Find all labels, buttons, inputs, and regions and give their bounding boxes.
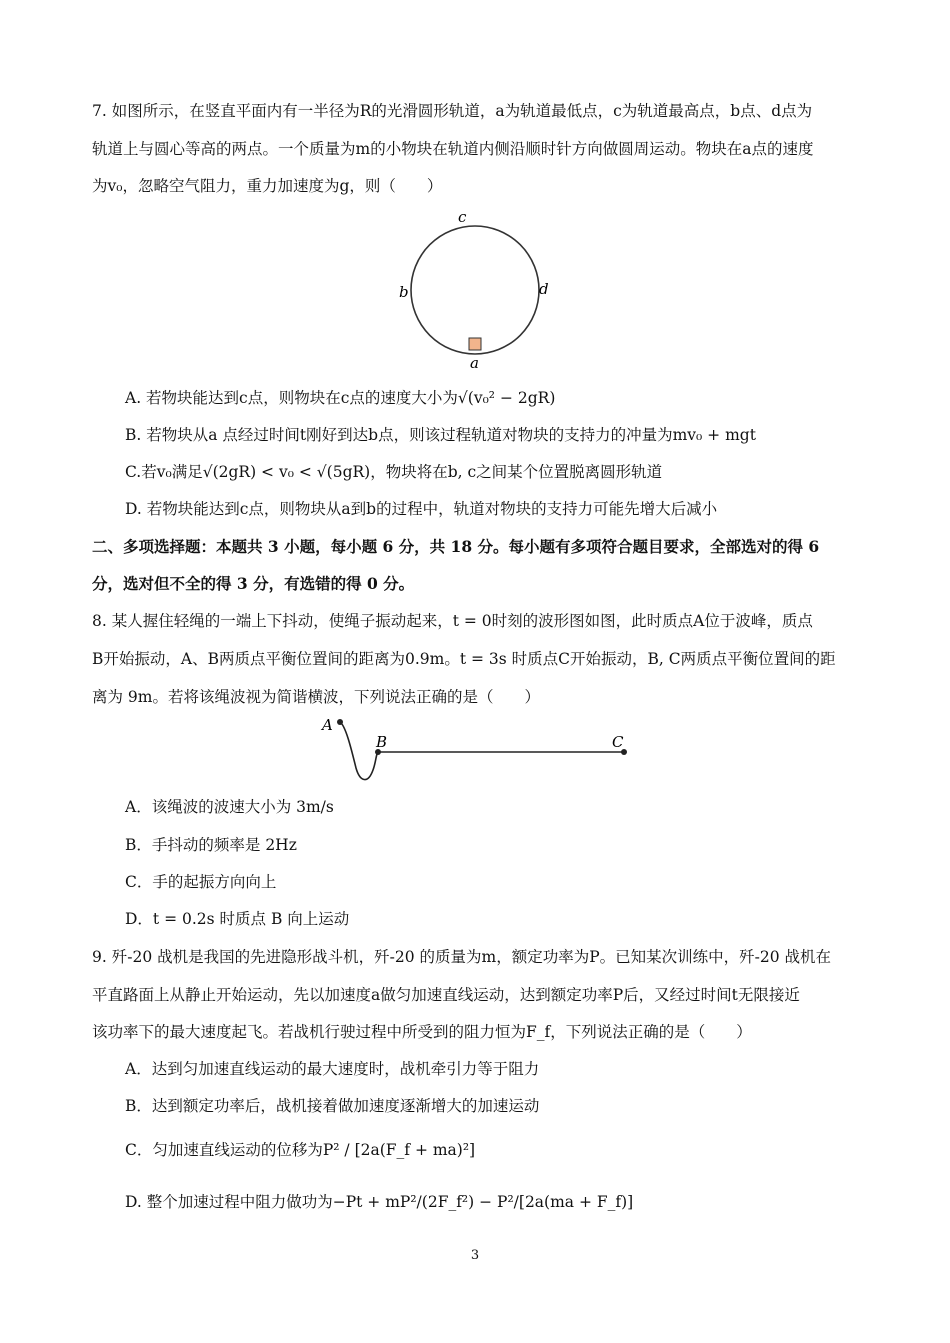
q7-option-a: A. 若物块能达到c点，则物块在c点的速度大小为√(v₀² − 2gR): [125, 389, 556, 407]
q8-stem-line-2: B开始振动，A、B两质点平衡位置间的距离为0.9m。t = 3s 时质点C开始振动，B, C两质点平衡位置间的距: [92, 650, 836, 668]
q8-stem-line-1: 8. 某人握住轻绳的一端上下抖动，使绳子振动起来，t = 0时刻的波形图如图，此时质点A位于波峰，质点: [92, 612, 813, 630]
point-a: [337, 719, 343, 725]
q9-stem-line-1: 9. 歼-20 战机是我国的先进隐形战斗机，歼-20 的质量为m，额定功率为P。已知某次训练中，歼-20 战机在: [92, 948, 832, 966]
label-C: C: [612, 733, 624, 751]
q9-option-d: D. 整个加速过程中阻力做功为−Pt + mP²/(2F_f²) − P²/[2a(ma + F_f)]: [125, 1193, 634, 1211]
label-B: B: [376, 733, 388, 751]
q8-option-b: B．手抖动的频率是 2Hz: [125, 836, 297, 854]
section2-heading-line-1: 二、多项选择题：本题共 3 小题，每小题 6 分，共 18 分。每小题有多项符合题目要求，全部选对的得 6: [92, 537, 820, 556]
q8-stem-line-3: 离为 9m。若将该绳波视为简谐横波，下列说法正确的是（ ）: [92, 688, 540, 706]
section2-heading-line-2: 分，选对但不全的得 3 分，有选错的得 0 分。: [92, 574, 415, 593]
label-c: c: [458, 208, 467, 226]
rope-wave: [340, 722, 378, 780]
q7-stem-line-2: 轨道上与圆心等高的两点。一个质量为m的小物块在轨道内侧沿顺时针方向做圆周运动。物块在a点的速度: [92, 140, 814, 158]
q9-option-a: A．达到匀加速直线运动的最大速度时，战机牵引力等于阻力: [125, 1060, 540, 1078]
q7-option-b: B. 若物块从a 点经过时间t刚好到达b点，则该过程轨道对物块的支持力的冲量为mv₀ + mgt: [125, 426, 756, 444]
q8-option-a: A．该绳波的波速大小为 3m/s: [125, 798, 334, 816]
q7-stem-line-1: 7. 如图所示，在竖直平面内有一半径为R的光滑圆形轨道，a为轨道最低点，c为轨道最高点，b点、d点为: [92, 102, 813, 120]
q9-stem-line-2: 平直路面上从静止开始运动，先以加速度a做匀加速直线运动，达到额定功率P后，又经过时间t无限接近: [92, 986, 800, 1004]
small-block: [469, 338, 481, 350]
page-number: 3: [470, 1248, 480, 1263]
q8-wave-figure: [318, 712, 638, 792]
q9-stem-line-3: 该功率下的最大速度起飞。若战机行驶过程中所受到的阻力恒为F_f，下列说法正确的是（ ）: [92, 1023, 752, 1041]
label-d: d: [539, 280, 549, 298]
q7-circle-figure: [395, 208, 555, 373]
circular-track: [411, 226, 539, 354]
q7-option-c: C.若v₀满足√(2gR) < v₀ < √(5gR)，物块将在b, c之间某个位置脱离圆形轨道: [125, 463, 663, 481]
label-a: a: [470, 354, 479, 372]
q9-option-b: B．达到额定功率后，战机接着做加速度逐渐增大的加速运动: [125, 1097, 540, 1115]
label-b: b: [399, 283, 409, 301]
q8-option-c: C．手的起振方向向上: [125, 873, 277, 891]
label-A: A: [322, 716, 333, 734]
q8-option-d: D．t = 0.2s 时质点 B 向上运动: [125, 910, 350, 928]
q7-stem-line-3: 为v₀，忽略空气阻力，重力加速度为g，则（ ）: [92, 177, 443, 195]
q9-option-c: C．匀加速直线运动的位移为P² / [2a(F_f + ma)²]: [125, 1141, 476, 1159]
q7-option-d: D. 若物块能达到c点，则物块从a到b的过程中，轨道对物块的支持力可能先增大后减小: [125, 500, 718, 518]
